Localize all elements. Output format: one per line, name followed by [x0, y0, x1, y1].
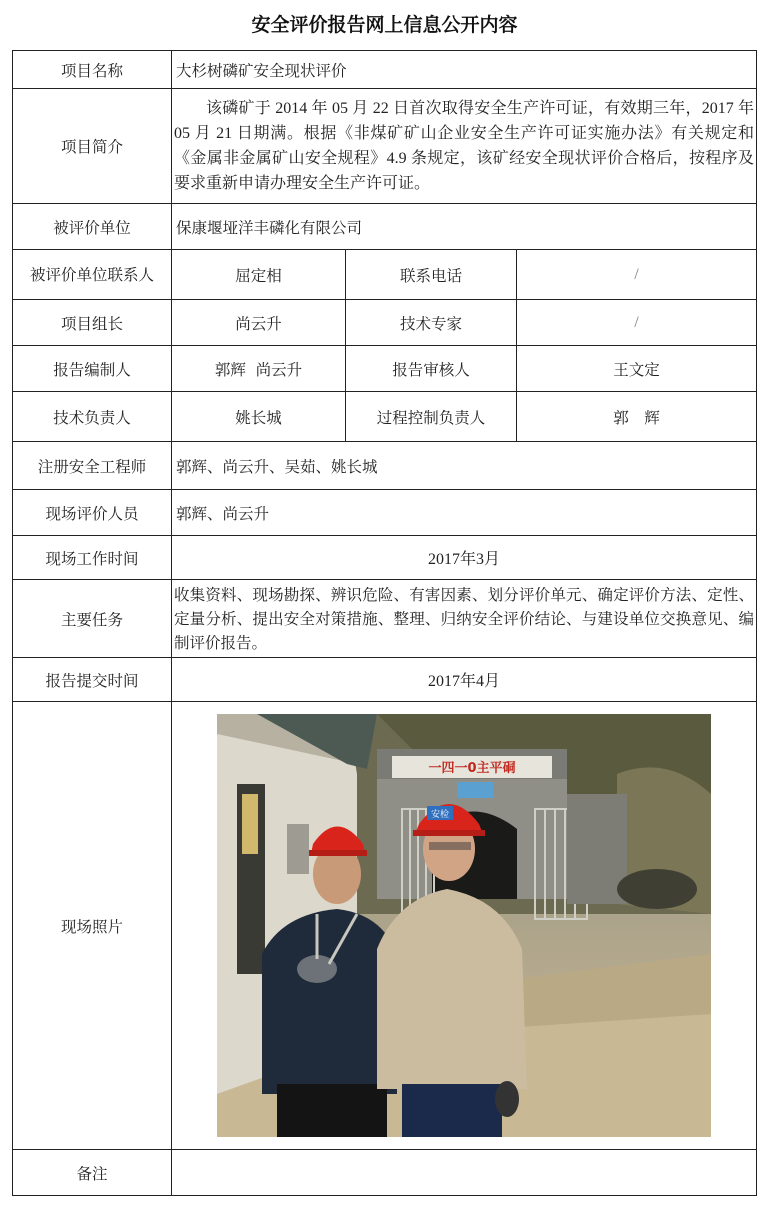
- team-leader-label: 项目组长: [13, 300, 172, 346]
- site-staff-label: 现场评价人员: [13, 490, 172, 536]
- project-name-label: 项目名称: [13, 51, 172, 89]
- tasks-label: 主要任务: [13, 580, 172, 658]
- phone-label: 联系电话: [346, 250, 517, 300]
- site-photo: [217, 714, 711, 1137]
- row-project-name: [13, 51, 757, 89]
- row-compiler: [13, 346, 757, 392]
- contact-label: 被评价单位联系人: [13, 250, 172, 300]
- site-time-label: 现场工作时间: [13, 536, 172, 580]
- site-photo-label: 现场照片: [13, 702, 172, 1150]
- portal-sign-text: 一四一0主平硐: [428, 761, 516, 776]
- row-contact: [13, 250, 757, 300]
- project-name-value: 大杉树磷矿安全现状评价: [172, 51, 757, 89]
- compiler-value: 郭辉 尚云升: [172, 346, 346, 392]
- row-site-photo: [13, 702, 757, 1150]
- row-team-leader: [13, 300, 757, 346]
- site-staff-value: 郭辉、尚云升: [172, 490, 757, 536]
- remarks-label: 备注: [13, 1150, 172, 1196]
- team-leader-value: 尚云升: [172, 300, 346, 346]
- expert-value: /: [517, 300, 757, 346]
- row-tech-lead: [13, 392, 757, 442]
- tasks-value: 收集资料、现场勘探、辨识危险、有害因素、划分评价单元、确定评价方法、定性、定量分析、提出安全对策措施、整理、归纳安全评价结论、与建设单位交换意见、编制评价报告。: [172, 580, 757, 658]
- project-intro-value: 该磷矿于 2014 年 05 月 22 日首次取得安全生产许可证，有效期三年，2017 年 05 月 21 日期满。根据《非煤矿矿山企业安全生产许可证实施办法》有关规定和《金属非金属矿山安全规程》4.9 条规定，该矿经安全现状评价合格后，按程序及要求重新申请办理安全生产许可证。: [172, 89, 757, 204]
- phone-value: /: [517, 250, 757, 300]
- engineers-value: 郭辉、尚云升、吴茹、姚长城: [172, 442, 757, 490]
- row-evaluated-unit: [13, 204, 757, 250]
- row-site-time: [13, 536, 757, 580]
- row-site-staff: [13, 490, 757, 536]
- row-submit-time: [13, 658, 757, 702]
- reviewer-value: 王文定: [517, 346, 757, 392]
- tech-lead-value: 姚长城: [172, 392, 346, 442]
- process-label: 过程控制负责人: [346, 392, 517, 442]
- reviewer-label: 报告审核人: [346, 346, 517, 392]
- site-photo-cell: [172, 702, 757, 1150]
- evaluated-unit-label: 被评价单位: [13, 204, 172, 250]
- expert-label: 技术专家: [346, 300, 517, 346]
- row-project-intro: [13, 89, 757, 204]
- tech-lead-label: 技术负责人: [13, 392, 172, 442]
- process-value: 郭 辉: [517, 392, 757, 442]
- site-time-value: 2017年3月: [172, 536, 757, 580]
- remarks-value: [172, 1150, 757, 1196]
- row-engineers: [13, 442, 757, 490]
- info-table: [12, 50, 757, 1196]
- page-title: 安全评价报告网上信息公开内容: [251, 14, 518, 36]
- project-intro-label: 项目简介: [13, 89, 172, 204]
- compiler-label: 报告编制人: [13, 346, 172, 392]
- submit-time-label: 报告提交时间: [13, 658, 172, 702]
- helmet-label-text: 安检: [431, 810, 450, 820]
- evaluated-unit-value: 保康堰垭洋丰磷化有限公司: [172, 204, 757, 250]
- row-tasks: [13, 580, 757, 658]
- submit-time-value: 2017年4月: [172, 658, 757, 702]
- row-remarks: [13, 1150, 757, 1196]
- contact-value: 屈定相: [172, 250, 346, 300]
- engineers-label: 注册安全工程师: [13, 442, 172, 490]
